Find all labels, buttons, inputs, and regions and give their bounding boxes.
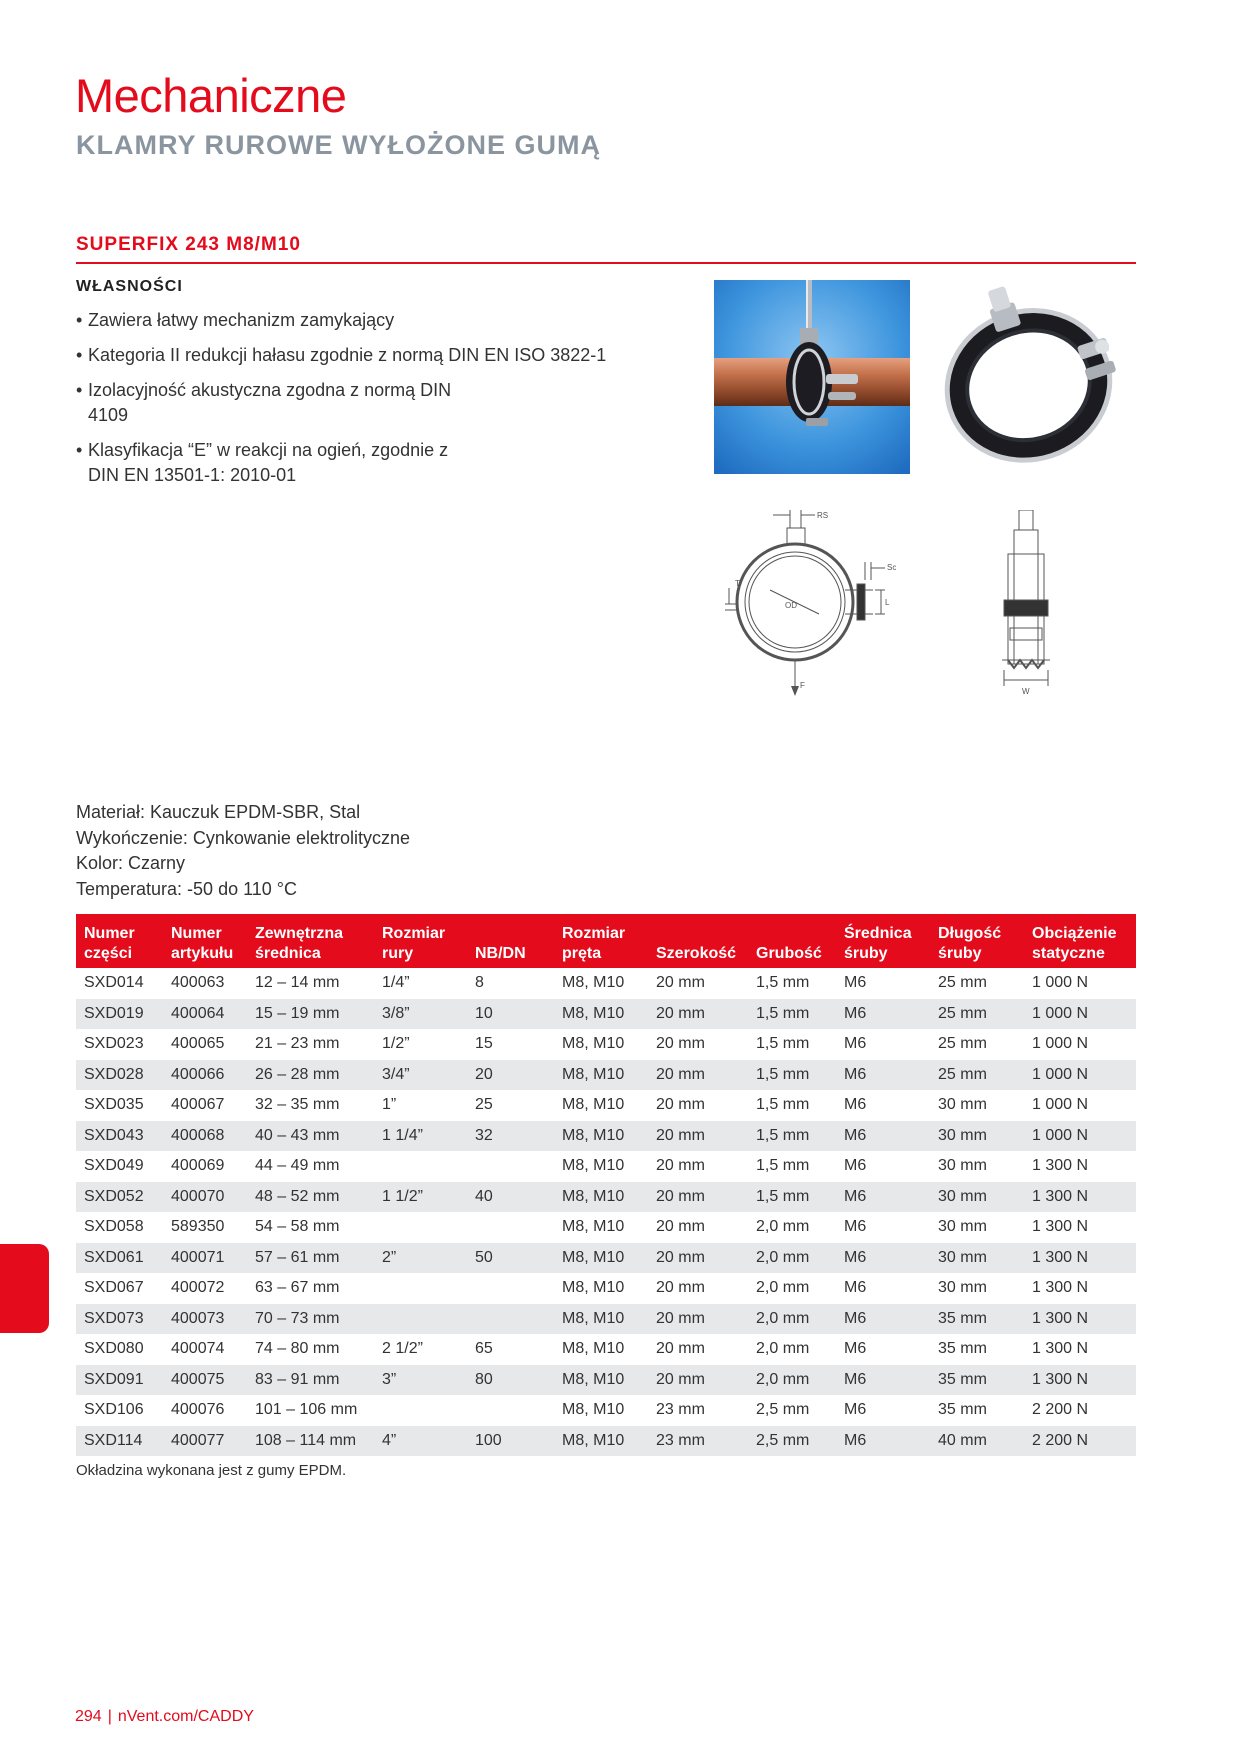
table-cell: SXD114	[76, 1426, 163, 1457]
table-cell: M6	[844, 1279, 867, 1297]
table-cell	[467, 1395, 554, 1426]
column-header-line: Rozmiar	[382, 925, 446, 942]
column-header	[836, 914, 930, 968]
table-cell: M6	[844, 1157, 867, 1175]
table-cell: 3/8”	[374, 999, 467, 1030]
table-cell: 1 300 N	[1032, 1279, 1089, 1297]
table-cell: 2,5 mm	[748, 1426, 836, 1457]
table-cell: 1 000 N	[1024, 999, 1136, 1030]
table-cell: 1 1/2”	[374, 1182, 467, 1213]
table-cell: 400065	[171, 1035, 225, 1053]
table-cell: 44 – 49 mm	[255, 1157, 340, 1175]
table-cell: 70 – 73 mm	[247, 1304, 374, 1335]
table-cell: 2,0 mm	[756, 1279, 810, 1297]
table-cell: 108 – 114 mm	[247, 1426, 374, 1457]
table-row	[76, 1243, 1136, 1274]
table-cell: 400074	[171, 1340, 225, 1358]
table-cell	[374, 1273, 467, 1304]
table-header-row	[76, 914, 1136, 968]
table-row	[76, 1029, 1136, 1060]
table-cell: SXD035	[84, 1096, 144, 1114]
table-cell: 20 mm	[648, 999, 748, 1030]
table-cell: 1,5 mm	[756, 1096, 810, 1114]
table-cell: M8, M10	[562, 1157, 625, 1175]
table-cell: 23 mm	[648, 1426, 748, 1457]
table-cell: 2 200 N	[1024, 1426, 1136, 1457]
column-header-line: rury	[382, 945, 414, 962]
table-cell: M6	[836, 1304, 930, 1335]
table-cell: M6	[844, 1340, 867, 1358]
label-sc: Sc	[887, 563, 897, 572]
table-cell: 4”	[374, 1426, 467, 1457]
column-header-line: Numer	[171, 925, 222, 942]
table-cell: 25 mm	[930, 1060, 1024, 1091]
column-header	[648, 914, 748, 968]
table-cell: 40 – 43 mm	[247, 1121, 374, 1152]
table-row	[76, 1395, 1136, 1426]
table-cell: 35 mm	[930, 1365, 1024, 1396]
table-cell	[467, 1304, 554, 1335]
table-cell: 1 300 N	[1024, 1182, 1136, 1213]
table-cell: M6	[836, 1182, 930, 1213]
table-cell: 1,5 mm	[748, 999, 836, 1030]
table-cell: SXD073	[76, 1304, 163, 1335]
column-header-line: Długość	[938, 925, 1002, 942]
table-cell: 400075	[163, 1365, 247, 1396]
table-cell: 1 300 N	[1032, 1340, 1089, 1358]
table-row	[76, 968, 1136, 999]
table-cell: SXD058	[84, 1218, 144, 1236]
table-cell: 400072	[171, 1279, 225, 1297]
table-cell: 1 300 N	[1024, 1304, 1136, 1335]
table-cell: 40 mm	[930, 1426, 1024, 1457]
table-cell: 30 mm	[938, 1157, 987, 1175]
label-f: F	[800, 681, 805, 690]
table-cell: 20 mm	[648, 1243, 748, 1274]
column-header	[76, 914, 163, 968]
column-header	[554, 914, 648, 968]
column-header-line	[475, 924, 546, 944]
table-cell: 50	[467, 1243, 554, 1274]
table-row	[76, 1212, 1136, 1243]
technical-drawing-front	[715, 510, 915, 710]
table-cell: 2,0 mm	[756, 1218, 810, 1236]
table-cell: 1,5 mm	[748, 1121, 836, 1152]
label-w: W	[1022, 687, 1030, 696]
column-header-line	[756, 924, 828, 944]
table-cell: 1 000 N	[1024, 1121, 1136, 1152]
column-header	[930, 914, 1024, 968]
table-cell: 2,0 mm	[748, 1304, 836, 1335]
product-photo-installed	[714, 280, 910, 474]
column-header-line: pręta	[562, 945, 602, 962]
table-cell: 2 1/2”	[382, 1340, 423, 1358]
table-cell: 1/2”	[382, 1035, 410, 1053]
column-header-line: Szerokość	[656, 945, 737, 962]
table-cell: 21 – 23 mm	[255, 1035, 340, 1053]
table-cell: 15	[475, 1035, 493, 1053]
table-cell: 30 mm	[938, 1279, 987, 1297]
table-cell: 1 300 N	[1024, 1365, 1136, 1396]
feature-item: • Zawiera łatwy mechanizm zamykający	[76, 308, 666, 333]
table-cell: 25	[475, 1096, 493, 1114]
column-header-line	[656, 924, 740, 944]
table-cell: 2,0 mm	[748, 1243, 836, 1274]
spec-temperature: Temperatura: -50 do 110 °C	[76, 878, 297, 899]
table-cell: 20 mm	[656, 1035, 705, 1053]
table-cell: SXD028	[76, 1060, 163, 1091]
table-cell: 32	[467, 1121, 554, 1152]
table-cell: SXD052	[76, 1182, 163, 1213]
feature-item: • Izolacyjność akustyczna zgodna z normą DIN 4109	[76, 378, 456, 428]
page-subtitle: KLAMRY RUROWE WYŁOŻONE GUMĄ	[76, 130, 601, 160]
table-cell: M6	[836, 1365, 930, 1396]
table-cell: 1 1/4”	[374, 1121, 467, 1152]
table-cell: SXD049	[84, 1157, 144, 1175]
table-cell: 20 mm	[656, 1340, 705, 1358]
table-cell: 25 mm	[930, 999, 1024, 1030]
table-cell: M8, M10	[554, 1365, 648, 1396]
table-cell: 2 200 N	[1032, 1401, 1089, 1419]
table-cell: 1 300 N	[1024, 1243, 1136, 1274]
table-cell: 1,5 mm	[756, 974, 810, 992]
table-cell: 63 – 67 mm	[255, 1279, 340, 1297]
column-header-line: Średnica	[844, 925, 912, 942]
table-cell: M8, M10	[554, 999, 648, 1030]
table-cell: 30 mm	[938, 1218, 987, 1236]
table-cell: 2,0 mm	[756, 1340, 810, 1358]
table-cell: SXD023	[84, 1035, 144, 1053]
table-cell: 8	[475, 974, 484, 992]
table-row	[76, 1365, 1136, 1396]
table-cell: SXD091	[76, 1365, 163, 1396]
table-cell: 400073	[163, 1304, 247, 1335]
column-header	[163, 914, 247, 968]
table-cell: 1 000 N	[1024, 1060, 1136, 1091]
table-cell: 2”	[374, 1243, 467, 1274]
table-cell: 26 – 28 mm	[247, 1060, 374, 1091]
table-row	[76, 1426, 1136, 1457]
table-cell: M8, M10	[554, 1243, 648, 1274]
table-cell: 1”	[382, 1096, 397, 1114]
table-cell: M6	[844, 1096, 867, 1114]
product-title: SUPERFIX 243 M8/M10	[76, 234, 301, 255]
table-cell: 1 000 N	[1032, 1035, 1089, 1053]
table-cell: 57 – 61 mm	[247, 1243, 374, 1274]
table-cell: 400064	[163, 999, 247, 1030]
title-divider	[76, 262, 1136, 264]
table-body	[76, 968, 1136, 1456]
table-cell: 1 000 N	[1032, 974, 1089, 992]
table-row	[76, 1151, 1136, 1182]
table-cell: M6	[844, 1218, 867, 1236]
table-cell: 40	[467, 1182, 554, 1213]
table-row	[76, 1304, 1136, 1335]
table-cell: 1 300 N	[1032, 1157, 1089, 1175]
table-row	[76, 1121, 1136, 1152]
table-row	[76, 1334, 1136, 1365]
table-cell: 3/4”	[374, 1060, 467, 1091]
table-cell: 20 mm	[656, 1279, 705, 1297]
table-cell: 20 mm	[656, 1096, 705, 1114]
table-cell: 20 mm	[648, 1121, 748, 1152]
table-row	[76, 1090, 1136, 1121]
footer	[75, 1708, 254, 1726]
table-cell: M6	[844, 974, 867, 992]
table-cell: 20 mm	[648, 1304, 748, 1335]
table-cell: 1/4”	[382, 974, 410, 992]
column-header-line: Rozmiar	[562, 925, 626, 942]
product-photo-clamp	[935, 280, 1129, 474]
column-header	[467, 914, 554, 968]
table-cell: 400069	[171, 1157, 225, 1175]
table-cell: M8, M10	[554, 1304, 648, 1335]
table-cell: 1,5 mm	[756, 1035, 810, 1053]
table-cell	[374, 1151, 467, 1182]
table-cell: 589350	[171, 1218, 225, 1236]
column-header-line: śruby	[844, 945, 888, 962]
table-cell: 400068	[163, 1121, 247, 1152]
table-cell: 80	[467, 1365, 554, 1396]
table-cell: SXD080	[84, 1340, 144, 1358]
table-cell	[467, 1273, 554, 1304]
table-cell: 20 mm	[656, 1218, 705, 1236]
table-cell: 25 mm	[938, 1035, 987, 1053]
table-cell: 83 – 91 mm	[247, 1365, 374, 1396]
table-cell: 32 – 35 mm	[255, 1096, 340, 1114]
table-cell: 10	[467, 999, 554, 1030]
table-cell: 100	[467, 1426, 554, 1457]
table-cell: 400071	[163, 1243, 247, 1274]
table-cell: 25 mm	[938, 974, 987, 992]
table-cell: 30 mm	[930, 1243, 1024, 1274]
table-cell	[374, 1395, 467, 1426]
table-cell: 400076	[171, 1401, 225, 1419]
table-cell: 400067	[171, 1096, 225, 1114]
table-cell: 35 mm	[938, 1401, 987, 1419]
table-row	[76, 999, 1136, 1030]
table-cell: SXD067	[84, 1279, 144, 1297]
table-cell: 1 300 N	[1032, 1218, 1089, 1236]
footer-separator: |	[107, 1708, 112, 1725]
table-cell: SXD014	[84, 974, 144, 992]
table-cell	[467, 1151, 554, 1182]
footer-link[interactable]: nVent.com/CADDY	[117, 1708, 254, 1725]
table-cell: M8, M10	[562, 1279, 625, 1297]
table-cell	[467, 1212, 554, 1243]
table-cell: M6	[836, 1243, 930, 1274]
table-cell: 400077	[163, 1426, 247, 1457]
table-cell: M8, M10	[562, 1035, 625, 1053]
table-cell: 30 mm	[930, 1182, 1024, 1213]
table-cell: M8, M10	[562, 1218, 625, 1236]
table-row	[76, 1182, 1136, 1213]
table-cell: 20 mm	[648, 1182, 748, 1213]
page-title: Mechaniczne	[75, 69, 347, 122]
table-cell: 65	[475, 1340, 493, 1358]
table-cell: 20 mm	[648, 1365, 748, 1396]
table-cell: 1,5 mm	[756, 1157, 810, 1175]
table-cell: 400063	[171, 974, 225, 992]
table-cell: M8, M10	[554, 1121, 648, 1152]
table-cell: 400066	[163, 1060, 247, 1091]
table-cell: 30 mm	[938, 1096, 987, 1114]
table-cell: 12 – 14 mm	[255, 974, 340, 992]
table-cell: M8, M10	[554, 1426, 648, 1457]
column-header-line: części	[84, 945, 133, 962]
column-header-line: Zewnętrzna	[255, 925, 344, 942]
table-cell: M6	[844, 1035, 867, 1053]
label-t: T	[735, 579, 740, 588]
section-tab	[0, 1244, 49, 1333]
table-cell: M8, M10	[554, 1182, 648, 1213]
table-cell: 2,0 mm	[748, 1365, 836, 1396]
table-cell: SXD061	[76, 1243, 163, 1274]
table-cell: 20 mm	[656, 1157, 705, 1175]
table-cell: 400070	[163, 1182, 247, 1213]
column-header-line: Numer	[84, 925, 135, 942]
column-header	[748, 914, 836, 968]
table-cell: M8, M10	[562, 1401, 625, 1419]
column-header-line: Grubość	[756, 945, 822, 962]
table-cell: 1 000 N	[1032, 1096, 1089, 1114]
column-header-line: średnica	[255, 945, 321, 962]
column-header-line: Obciążenie	[1032, 925, 1117, 942]
table-cell: 48 – 52 mm	[247, 1182, 374, 1213]
feature-item: • Kategoria II redukcji hałasu zgodnie z normą DIN EN ISO 3822-1	[76, 343, 666, 368]
table-cell: M8, M10	[562, 1096, 625, 1114]
table-cell: SXD019	[76, 999, 163, 1030]
table-cell: 2,5 mm	[756, 1401, 810, 1419]
spec-color: Kolor: Czarny	[76, 853, 186, 873]
table-cell: M6	[836, 1426, 930, 1457]
table-cell: 3”	[374, 1365, 467, 1396]
table-cell: 1,5 mm	[748, 1060, 836, 1091]
product-table	[76, 914, 1136, 1456]
table-cell: 20 mm	[656, 974, 705, 992]
table-cell: 1,5 mm	[748, 1182, 836, 1213]
table-cell: 74 – 80 mm	[255, 1340, 340, 1358]
table-note: Okładzina wykonana jest z gumy EPDM.	[76, 1462, 347, 1479]
table-cell: 54 – 58 mm	[255, 1218, 340, 1236]
table-cell: 20 mm	[648, 1060, 748, 1091]
table-cell: M6	[836, 999, 930, 1030]
feature-item: • Klasyfikacja “E” w reakcji na ogień, zgodnie z DIN EN 13501-1: 2010-01	[76, 438, 456, 488]
spec-material: Materiał: Kauczuk EPDM-SBR, Stal	[76, 802, 361, 822]
specifications	[76, 800, 410, 902]
table-cell: M8, M10	[562, 1340, 625, 1358]
table-cell	[374, 1212, 467, 1243]
table-cell: 35 mm	[930, 1304, 1024, 1335]
features-list	[76, 308, 666, 498]
table-cell: 101 – 106 mm	[255, 1401, 358, 1419]
label-od: OD	[785, 601, 797, 610]
column-header-line: statyczne	[1032, 945, 1105, 962]
column-header	[374, 914, 467, 968]
features-heading: WŁASNOŚCI	[76, 278, 183, 295]
table-cell: 35 mm	[938, 1340, 987, 1358]
table-cell	[374, 1304, 467, 1335]
table-cell: SXD043	[76, 1121, 163, 1152]
table-row	[76, 1060, 1136, 1091]
table-cell: SXD106	[84, 1401, 144, 1419]
table-cell: M6	[836, 1121, 930, 1152]
table-cell: 23 mm	[656, 1401, 705, 1419]
technical-drawing-side	[990, 510, 1062, 710]
column-header-line: śruby	[938, 945, 982, 962]
spec-finish: Wykończenie: Cynkowanie elektrolityczne	[76, 827, 410, 848]
table-row	[76, 1273, 1136, 1304]
table-cell: 20	[467, 1060, 554, 1091]
table-cell: M8, M10	[562, 974, 625, 992]
column-header	[247, 914, 374, 968]
label-l: L	[885, 598, 890, 607]
column-header-line: NB/DN	[475, 945, 526, 962]
table-cell: M6	[836, 1060, 930, 1091]
table-cell: 15 – 19 mm	[247, 999, 374, 1030]
column-header-line: artykułu	[171, 945, 234, 962]
table-cell: 30 mm	[930, 1121, 1024, 1152]
table-cell: M8, M10	[554, 1060, 648, 1091]
table-cell: M6	[844, 1401, 867, 1419]
label-rs: RS	[817, 511, 829, 520]
page-number: 294	[75, 1708, 102, 1725]
column-header	[1024, 914, 1136, 968]
